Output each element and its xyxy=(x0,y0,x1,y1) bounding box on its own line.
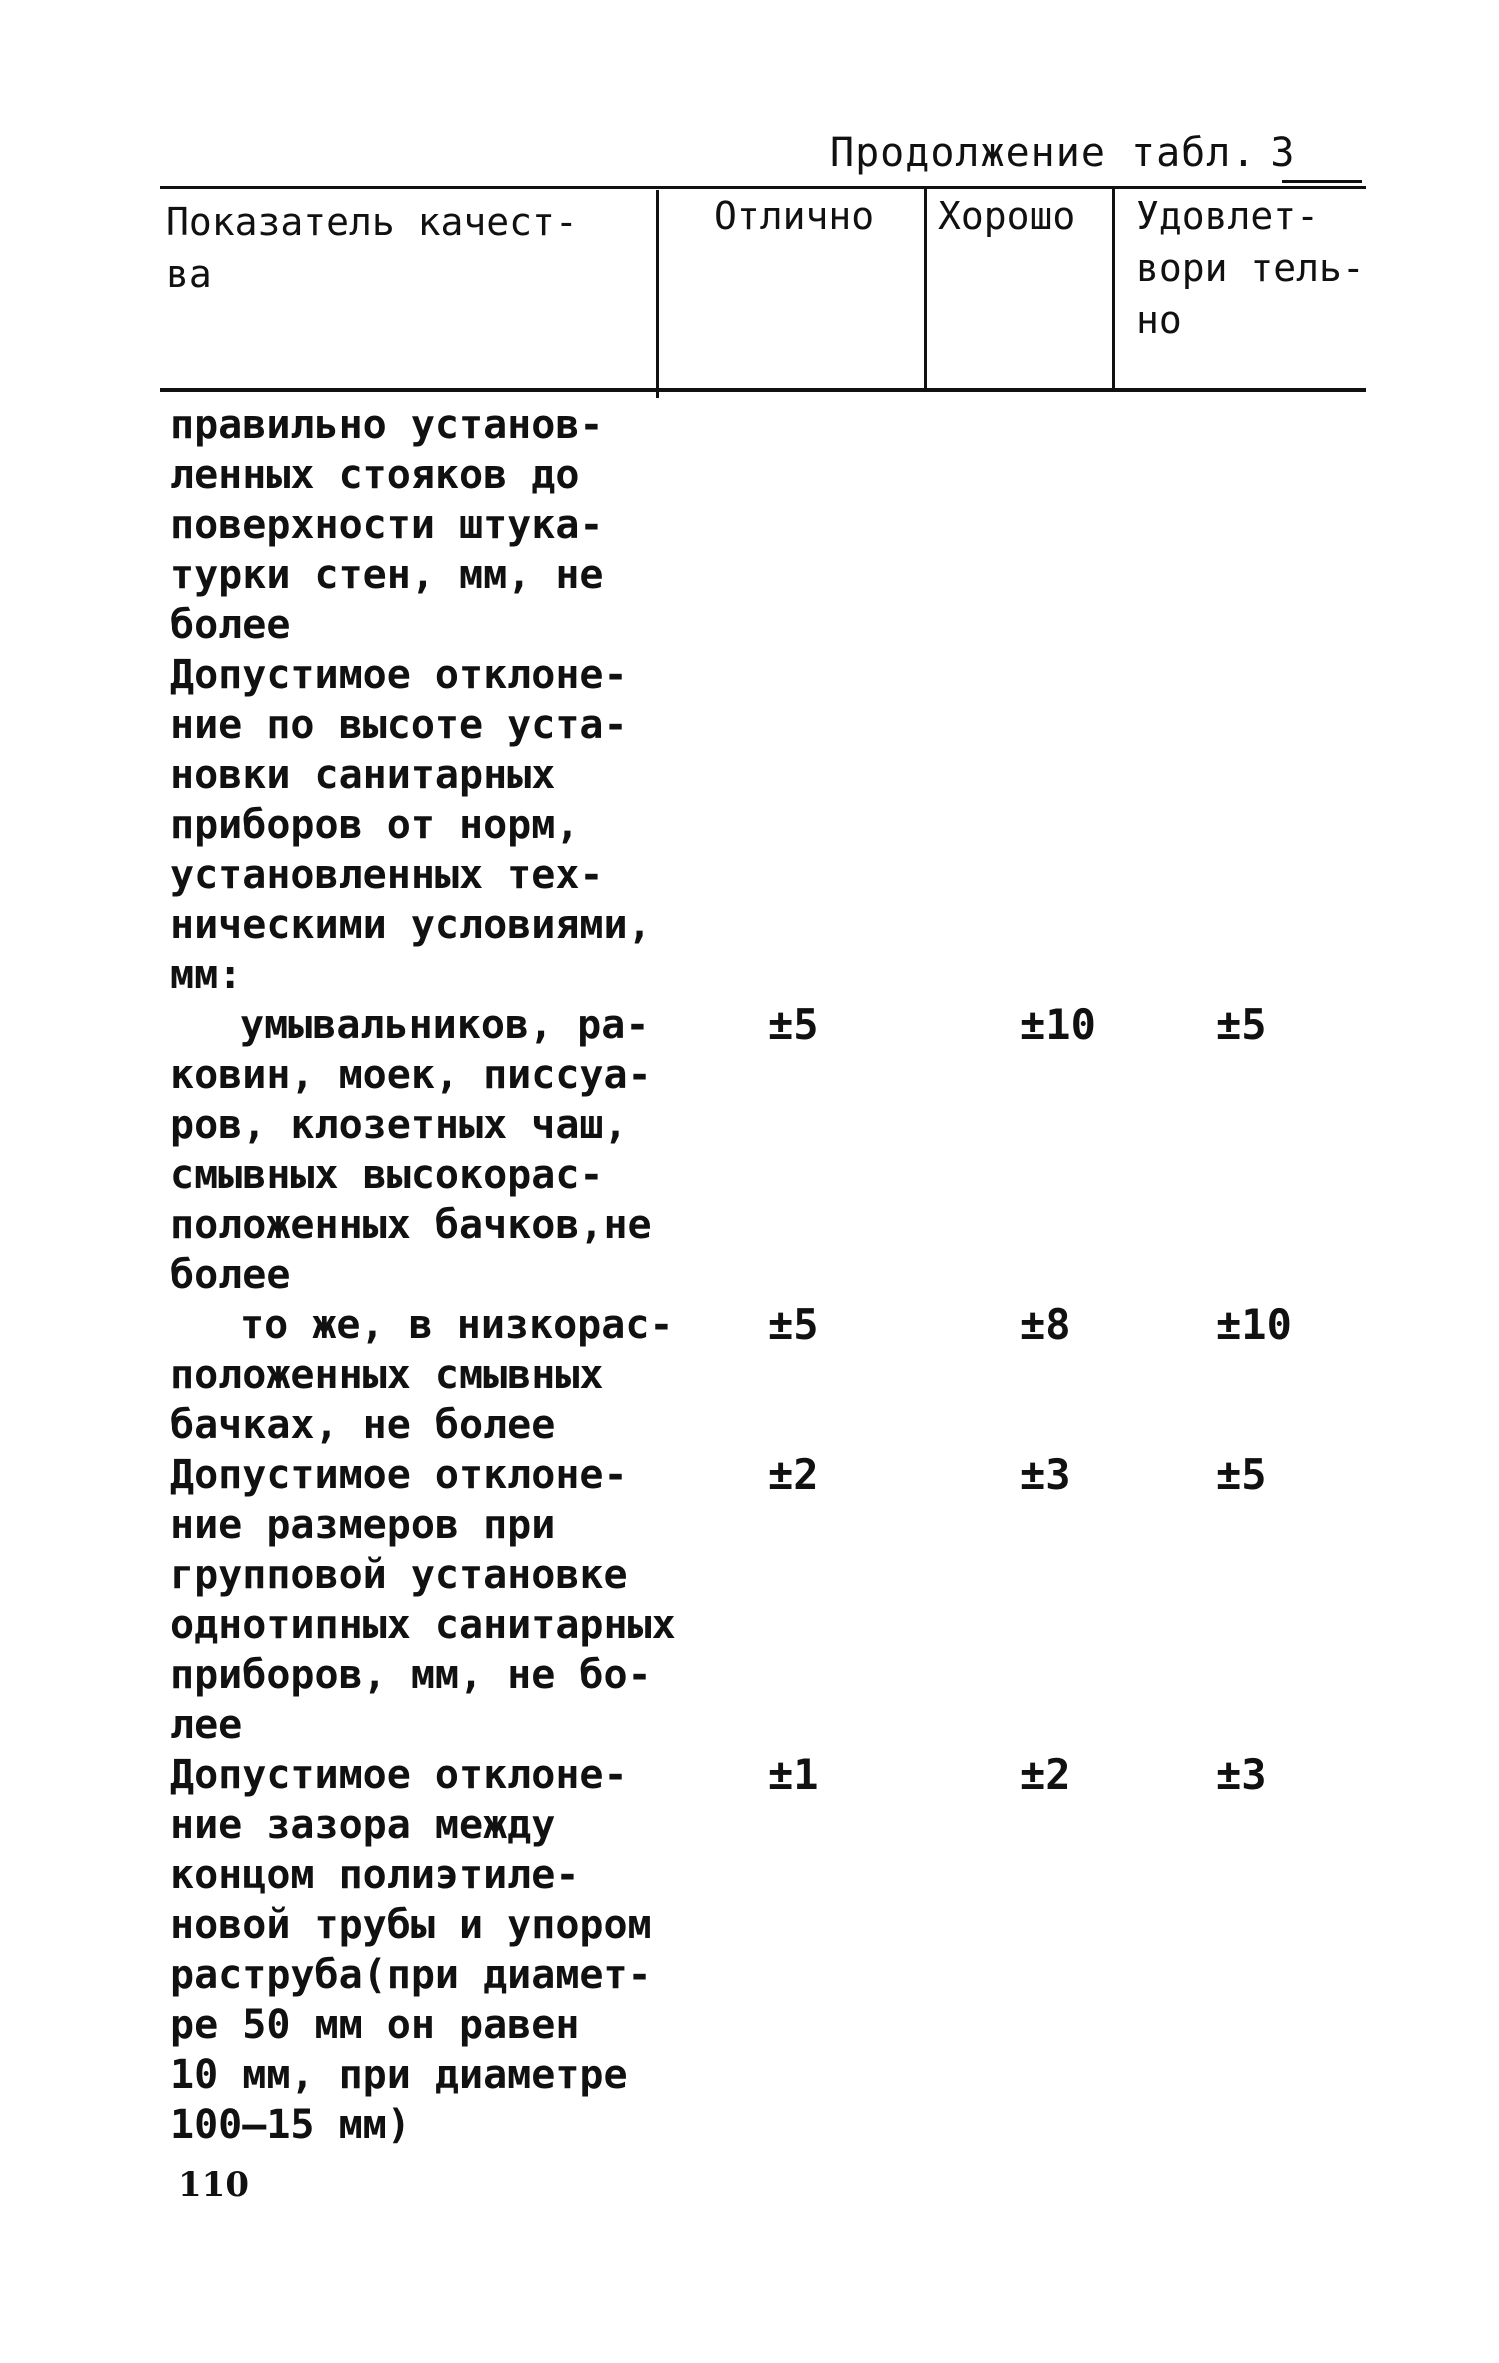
table-continuation-caption xyxy=(830,130,1296,176)
header-bottom-rule xyxy=(160,388,1366,392)
row-indicator-text: умывальников, ра- ковин, моек, писсуа- ров, клозетных чаш, смывных высокорас- положенных бачков,не более xyxy=(170,1002,652,1298)
value-excellent: ±5 xyxy=(768,1000,819,1049)
column-header-excellent: Отлично xyxy=(714,194,875,238)
column-header-good: Хорошо xyxy=(938,194,1076,238)
row-indicator-text: Допустимое отклоне- ние по высоте уста- новки санитарных приборов от норм, установленных тех- ническими условиями, мм: xyxy=(170,652,652,998)
value-excellent: ±2 xyxy=(768,1450,819,1499)
value-satisfactory: ±3 xyxy=(1216,1750,1267,1799)
table-number: 3 xyxy=(1270,130,1296,176)
header-divider-3 xyxy=(1112,186,1115,392)
value-good: ±3 xyxy=(1020,1450,1071,1499)
value-satisfactory: ±5 xyxy=(1216,1000,1267,1049)
table-row xyxy=(170,1000,710,1300)
table-row xyxy=(170,1750,710,2150)
caption-underline xyxy=(1282,180,1362,183)
table-row xyxy=(170,1450,710,1750)
column-header-indicator: Показатель качест- ва xyxy=(166,200,578,296)
row-indicator-text: то же, в низкорас- положенных смывных бачках, не более xyxy=(170,1302,674,1448)
table-row xyxy=(170,400,710,650)
value-good: ±2 xyxy=(1020,1750,1071,1799)
table-row xyxy=(170,1300,710,1450)
header-divider-2 xyxy=(924,186,927,392)
value-satisfactory: ±5 xyxy=(1216,1450,1267,1499)
row-indicator-text: Допустимое отклоне- ние зазора между концом полиэтиле- новой трубы и упором раструба(при диамет- ре 50 мм он равен 10 мм, при диаметре 100—15 мм) xyxy=(170,1752,652,2148)
column-header-satisfactory: Удовлет- вори тель- но xyxy=(1136,194,1365,342)
row-indicator-text: Допустимое отклоне- ние размеров при групповой установке однотипных санитарных приборов, мм, не бо- лее xyxy=(170,1452,676,1748)
value-good: ±10 xyxy=(1020,1000,1096,1049)
table-row xyxy=(170,650,710,1000)
value-good: ±8 xyxy=(1020,1300,1071,1349)
value-satisfactory: ±10 xyxy=(1216,1300,1292,1349)
value-excellent: ±5 xyxy=(768,1300,819,1349)
value-excellent: ±1 xyxy=(768,1750,819,1799)
header-divider-1 xyxy=(656,190,659,398)
continuation-label: Продолжение табл. xyxy=(830,130,1257,176)
page-number: 110 xyxy=(178,2165,249,2205)
header-top-rule xyxy=(160,186,1366,189)
row-indicator-text: правильно установ- ленных стояков до поверхности штука- турки стен, мм, не более xyxy=(170,402,604,648)
